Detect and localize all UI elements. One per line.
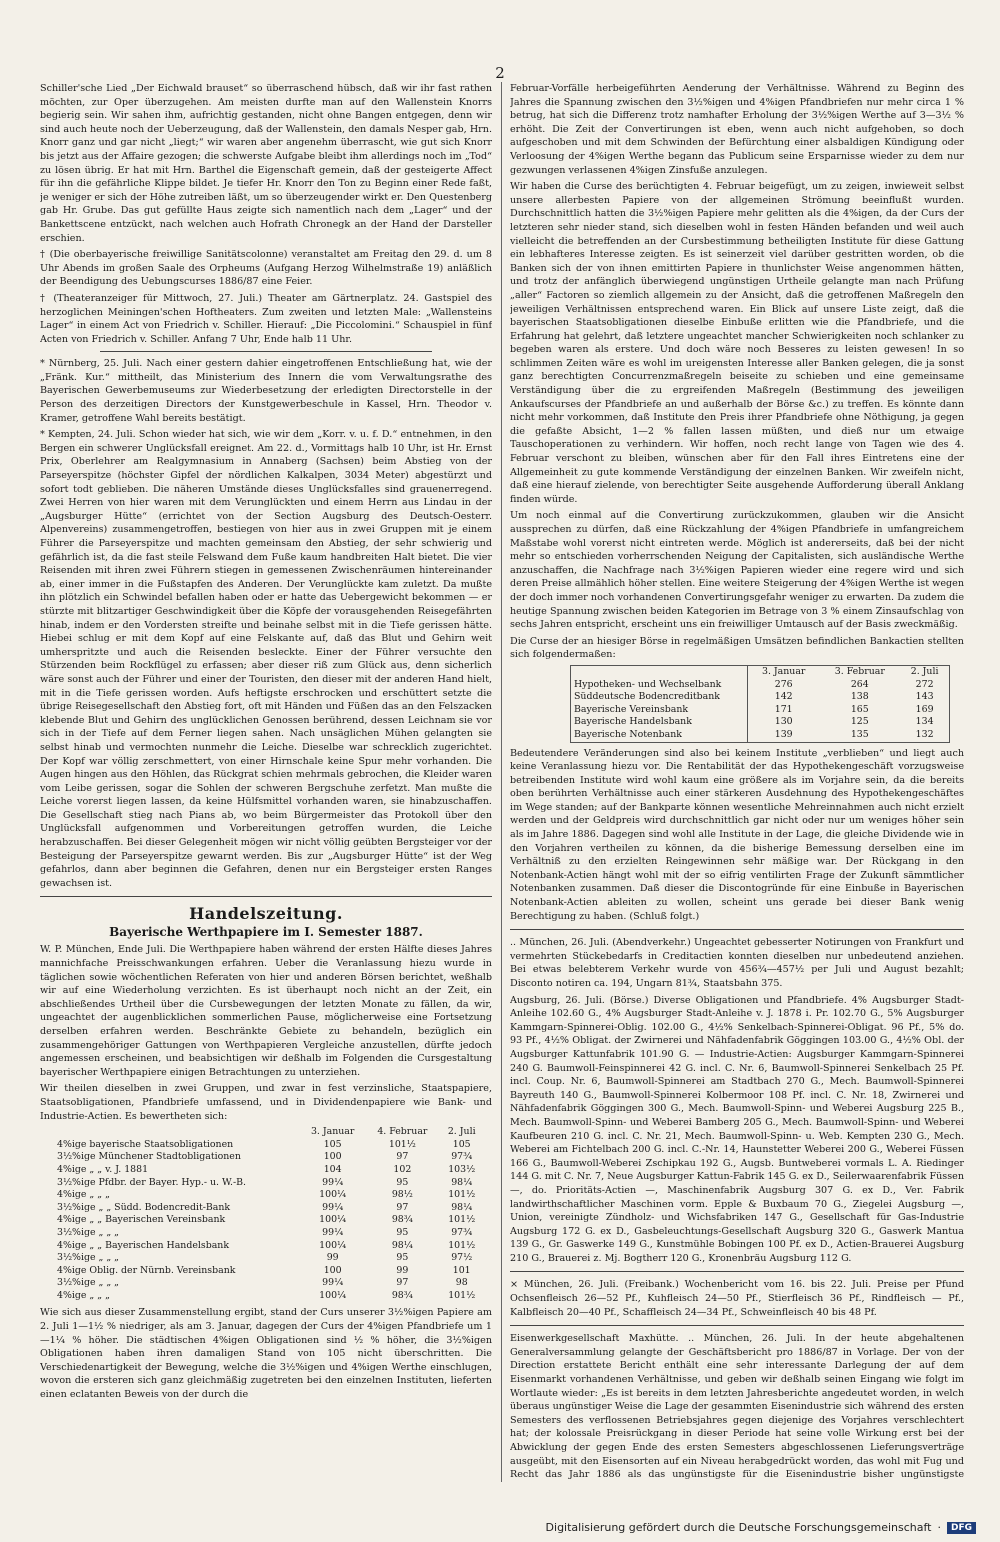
article-paragraph: Bedeutendere Veränderungen sind also bei keinem Institute „verblieben“ und liegt auch keine Veranlassung hiezu vor. Die Rentabilität der das Hypothekengeschäft vorzugsweise betreibenden Institute wird wohl kaum eine größere als im Vorjahre sein, da die bereits oben berührten Verhältnisse auch einer stärkeren Ausdehnung des Hypothekengeschäftes im Wege standen; auf der Bankparte können wesentliche Mehreinnahmen auch nicht erzielt werden und der Geldpreis wird durchschnittlich gar nicht oder nur um weniges höher sein als im Jahre 1886. Dagegen sind wohl alle Institute in der Lage, die gleiche Dividende wie in den Vorjahren vertheilen zu können, da die bisherige Bemessung derselben eine im Verhältniß zu den erzielten Reingewinnen sehr mäßige war. Der Rückgang in den Notenbank-Actien hängt wohl mit der so eifrig ventilirten Frage der Zukunft sämmtlicher Notenbanken zusammen. Daß dieser die Discontogründe für eine Einbuße in Bayerischen Notenbank-Actien ableiten zu wollen, scheint uns gerade bei dieser Bank wenig Berechtigung zu haben. (Schluß folgt.) <box>510 747 964 922</box>
page-number: 2 <box>495 64 505 82</box>
news-paragraph: * Nürnberg, 25. Juli. Nach einer gestern dahier eingetroffenen Entschließung hat, wie der „Fränk. Kur.“ mittheilt, das Ministerium des Innern die vom Verwaltungsrathe des Bayerischen Gewerbemuseums zur Wiederbesetzung der erledigten Directorstelle in der Person des derzeitigen Directors der Kunstgewerbeschule in Kassel, Hrn. Theodor v. Kramer, getroffene Wahl bereits bestätigt. <box>40 358 492 424</box>
price-cell: 135 <box>850 728 869 740</box>
table-header-cell: 2. Juli <box>910 665 939 677</box>
table-header-row <box>571 665 950 678</box>
price-cell: 97 <box>396 1151 409 1163</box>
price-cell: 142 <box>774 691 793 703</box>
security-name-cell: 3½%ige Pfdbr. der Bayer. Hyp.- u. W.-B. <box>57 1176 247 1188</box>
security-name-cell: 3½%ige „ „ Südd. Bodencredit-Bank <box>57 1201 231 1213</box>
price-cell: 98¼ <box>451 1201 473 1213</box>
security-name-cell: 3½%ige Münchener Stadtobligationen <box>57 1151 241 1163</box>
price-cell: 97¾ <box>451 1226 473 1238</box>
price-cell: 272 <box>915 678 934 690</box>
price-cell: 169 <box>915 703 934 715</box>
table-row <box>54 1177 484 1190</box>
price-cell: 165 <box>850 703 869 715</box>
price-cell: 97 <box>396 1277 409 1289</box>
article-paragraph: Die Curse der an hiesiger Börse in regelmäßigen Umsätzen befindlichen Bankactien stellten sich folgendermaßen: <box>510 635 964 661</box>
news-paragraph: * Kempten, 24. Juli. Schon wieder hat sich, wie wir dem „Korr. v. u. f. D.“ entnehmen, in den Bergen ein schwerer Unglücksfall ereignet. Am 22. d., Vormittags halb 10 Uhr, ist Hr. Ernst Prix, Oberlehrer am Realgymnasium in Annaberg (Sachsen) beim Abstieg von der Parseyerspitze (höchster Gipfel der nördlichen Kalkalpen, 3034 Meter) abgestürzt und sofort todt geblieben. Die näheren Umstände dieses Unglücksfalles sind grauenerregend. Zwei Herren von hier waren mit dem Verunglückten und einem Herrn aus Lindau in der „Augsburger Hütte“ (errichtet von der Section Augsburg des Deutsch-Oesterr. Alpenvereins) zusammengetroffen, bestiegen von hier aus in zwei Gruppen mit je einem Führer die Parseyerspitze und machten gemeinsam den Abstieg, der sehr schwierig und gefährlich ist, da die fast steile Felswand dem Fuße kaum handbreiten Halt bietet. Die vier Reisenden mit ihren zwei Führern stiegen in gemessenen Zwischenräumen hintereinander ab, einer immer in die Fußstapfen des Anderen. Der Verunglückte kam zuletzt. Da mußte ihn plötzlich ein Schwindel befallen haben oder er hatte das Uebergewicht bekommen — er stürzte mit blitzartiger Geschwindigkeit über die Köpfe der vorausgehenden Reisegefährten hinab, indem er den Vordersten streifte und beinahe selbst mit in die Tiefe gerissen hätte. Hiebei schlug er mit dem Kopf auf eine Felskante auf, daß das Blut und Gehirn weit umherspritzte und auch die Reisenden besleckte. Einer der Führer versuchte den Stürzenden beim Rockflügel zu erfassen; aber dieser riß zum Glück aus, denn sicherlich wäre sonst auch der Führer und einer der Touristen, den dieser mit der anderen Hand hielt, mit in die Tiefe gerissen worden. Aufs heftigste erschrocken und erschüttert setzte die übrige Reisegesellschaft den Abstieg fort, oft mit Händen und Füßen das an den Felszacken klebende Blut und Gehirn des unglücklichen Genossen berührend, dessen Leichnam sie vor sich in der Tiefe auf dem Ferner liegen sahen. Nach unsäglichen Mühen gelangten sie selbst hinab und vermochten nunmehr die Leiche. Dieselbe war schrecklich zugerichtet. Der Kopf war völlig zerschmettert, von einer Hirnschale keine Spur mehr vorhanden. Die Augen hingen aus den Höhlen, das Rückgrat schien mehrmals gebrochen, die Kleider waren vom Leibe gerissen, sogar die Sohlen der schweren Bergschuhe zerfetzt. Man mußte die Leiche vorerst liegen lassen, da keine Hülfsmittel vorhanden waren, sie hinabzuschaffen. Die Gesellschaft stieg nach Pians ab, wo beim Bürgermeister das Protokoll über den Unglücksfall aufgenommen und Vorbereitungen getroffen wurden, die Leiche herabzuschaffen. Bei dieser Gelegenheit mögen wir nicht völlig geübten Bergsteiger vor der Besteigung der Parseyerspitze gewarnt werden. Bis zur „Augsburger Hütte“ ist der Weg gefahrlos, dann aber beginnen die Gefahren, denen nur ein Bergsteiger ersten Ranges gewachsen ist. <box>40 429 492 889</box>
bank-shares-table <box>570 665 950 743</box>
left-column <box>40 82 492 1482</box>
price-cell: 95 <box>396 1226 409 1238</box>
separator-rule <box>100 351 432 352</box>
price-cell: 101½ <box>448 1239 476 1251</box>
table-row <box>54 1164 484 1177</box>
price-cell: 99 <box>326 1252 339 1264</box>
table-header-cell: 3. Januar <box>310 1126 355 1138</box>
table-row <box>54 1277 484 1290</box>
price-cell: 98 <box>455 1277 468 1289</box>
table-header-cell: 2. Juli <box>447 1126 476 1138</box>
security-name-cell: 4%ige „ „ „ <box>57 1289 110 1301</box>
price-cell: 98½ <box>391 1189 413 1201</box>
dfg-logo: DFG <box>947 1522 976 1534</box>
table-row <box>54 1202 484 1215</box>
price-cell: 132 <box>915 728 934 740</box>
price-cell: 99 <box>396 1264 409 1276</box>
table-body <box>571 679 950 742</box>
table-row <box>571 691 950 704</box>
table-header-cell <box>54 1126 300 1139</box>
table-row <box>54 1189 484 1202</box>
security-name-cell: 3½%ige „ „ „ <box>57 1226 120 1238</box>
security-name-cell: 4%ige „ „ v. J. 1881 <box>57 1163 149 1175</box>
security-name-cell: Hypotheken- und Wechselbank <box>571 679 748 692</box>
column-divider <box>501 82 502 1482</box>
market-report: × München, 26. Juli. (Freibank.) Wochenbericht vom 16. bis 22. Juli. Preise per Pfund Ochsenfleisch 26—52 Pf., Kuhfleisch 24—50 Pf., Stierfleisch 36 Pf., Rindfleisch — Pf., Kalbfleisch 20—40 Pf., Schaffleisch 24—34 Pf., Schweinfleisch 40 bis 48 Pf. <box>510 1279 964 1318</box>
table-row <box>54 1290 484 1303</box>
security-name-cell: 3½%ige „ „ „ <box>57 1252 120 1264</box>
table-header-cell: 3. Februar <box>834 665 885 677</box>
price-cell: 95 <box>396 1176 409 1188</box>
price-cell: 103½ <box>448 1163 476 1175</box>
table-row <box>54 1252 484 1265</box>
price-cell: 100¼ <box>319 1214 347 1226</box>
separator-rule <box>40 896 492 897</box>
article-paragraph: Wie sich aus dieser Zusammenstellung ergibt, stand der Curs unserer 3½%igen Papiere am 2. Juli 1—1½ % niedriger, als am 3. Januar, dagegen der Curs der 4%igen Pfandbriefe um 1—1¼ % höher. Die städtischen 4%igen Obligationen sind ½ % höher, die 3½%igen Obligationen haben ihren damaligen Stand von 105 nicht überschritten. Die Verschiedenartigkeit der Bewegung, welche die 3½%igen und 4%igen Werthe einschlugen, wovon die ersteren sich ganz gleichmäßig zugetreten bei den einzelnen Instituten, lieferten einen eclatanten Beweis von der durch die <box>40 1307 492 1401</box>
price-cell: 102 <box>393 1163 412 1175</box>
price-cell: 97 <box>396 1201 409 1213</box>
separator-rule <box>510 1325 964 1326</box>
security-name-cell: 4%ige „ „ „ <box>57 1189 110 1201</box>
article-paragraph: Um noch einmal auf die Convertirung zurückzukommen, glauben wir die Ansicht aussprechen zu dürfen, daß eine Rückzahlung der 4%igen Pfandbriefe in umfangreichem Maßstabe wohl vorerst nicht eintreten werde. Möglich ist andererseits, daß bei der nicht mehr so entschieden vorherrschenden Neigung der Capitalisten, sich ausländische Werthe anzuschaffen, die Nachfrage nach 3½%igen Papieren wieder eine regere wird und sich deren Preise allmählich höher stellen. Eine weitere Steigerung der 4%igen Werthe ist wegen der doch immer noch vorhandenen Convertirungsgefahr weniger zu erwarten. Da zudem die heutige Spannung zwischen beiden Kategorien im Betrage von 3 % einem Zinsaufschlag von sechs Jahren entspricht, erscheint uns ein freiwilliger Umtausch auf der Basis zweckmäßig. <box>510 510 964 631</box>
price-cell: 101½ <box>448 1189 476 1201</box>
table-row <box>54 1214 484 1227</box>
table-row <box>571 716 950 729</box>
security-name-cell: 4%ige bayerische Staatsobligationen <box>57 1138 234 1150</box>
table-header-row <box>54 1126 484 1139</box>
price-cell: 99¼ <box>322 1201 344 1213</box>
table-row <box>54 1240 484 1253</box>
price-cell: 100 <box>323 1151 342 1163</box>
price-cell: 101½ <box>448 1214 476 1226</box>
section-title: Handelszeitung. <box>189 904 343 924</box>
price-cell: 98¾ <box>391 1214 413 1226</box>
article-paragraph: Wir theilen dieselben in zwei Gruppen, und zwar in fest verzinsliche, Staatspapiere, Staatsobligationen, Pfandbriefe umfassend, und in Dividendenpapiere wie Bank- und Industrie-Actien. Es bewertheten sich: <box>40 1083 492 1122</box>
price-cell: 125 <box>850 716 869 728</box>
table-row <box>54 1151 484 1164</box>
table-header-cell: 3. Januar <box>762 665 806 677</box>
security-name-cell: 4%ige „ „ Bayerischen Vereinsbank <box>57 1214 226 1226</box>
price-cell: 100 <box>323 1264 342 1276</box>
price-cell: 100¼ <box>319 1289 347 1301</box>
price-cell: 143 <box>915 691 934 703</box>
security-name-cell: Bayerische Handelsbank <box>571 716 748 729</box>
security-name-cell: Süddeutsche Bodencreditbank <box>571 691 748 704</box>
table-row <box>54 1227 484 1240</box>
price-cell: 98¼ <box>451 1176 473 1188</box>
price-cell: 134 <box>915 716 934 728</box>
company-report: Eisenwerkgesellschaft Maxhütte. .. München, 26. Juli. In der heute abgehaltenen Generalversammlung gelangte der Geschäftsbericht pro 1886/87 in Vorlage. Der von der Direction erstattete Bericht enthält eine sehr interessante Darlegung der auf dem Eisenmarkt vorhandenen Verhältnisse, und geben wir deßhalb seinen Eingang wie folgt im Wortlaute wieder: „Es ist bereits in dem letzten Jahresberichte angedeutet worden, in welch überaus ungünstiger Weise die Lage der gesammten Eisenindustrie sich während des ersten Semesters des verflossenen Betriebsjahres gegen diejenige des Vorjahres verschlechtert hat; der kolossale Preisrückgang in dieser Periode hat seine volle Wirkung erst bei der Abwicklung der gegen Ende des ersten Semesters abgeschlossenen Lieferungsverträge ausgeübt, mit den Eisensorten auf ein Niveau herabgedrückt worden, das wohl mit Fug und Recht das Jahr 1886 als das ungünstigste für die Eisenindustrie bisher ungünstigste <box>510 1333 964 1481</box>
price-cell: 95 <box>396 1252 409 1264</box>
notice-paragraph: † (Theateranzeiger für Mittwoch, 27. Juli.) Theater am Gärtnerplatz. 24. Gastspiel des herzoglichen Meiningen'schen Hoftheaters. Zum zweiten und letzten Male: „Wallensteins Lager“ in einem Act von Friedrich v. Schiller. Hierauf: „Die Piccolomini.“ Schauspiel in fünf Acten von Friedrich v. Schiller. Anfang 7 Uhr, Ende halb 11 Uhr. <box>40 292 492 345</box>
securities-table <box>54 1126 484 1302</box>
table-row <box>571 729 950 742</box>
price-cell: 101½ <box>388 1138 416 1150</box>
table-row <box>571 704 950 717</box>
article-paragraph: W. P. München, Ende Juli. Die Werthpapiere haben während der ersten Hälfte dieses Jahres mannichfache Preisschwankungen erfahren. Ueber die Veranlassung hiezu wurde in täglichen sowie wöchentlichen Referaten von hier und anderen Börsen berichtet, weßhalb wir auf eine Wiederholung verzichten. Es ist überhaupt noch nicht an der Zeit, ein abschließendes Urtheil über die Cursbewegungen der letzten Monate zu fällen, da wir, ungeachtet der augenblicklichen sommerlichen Pause, möglicherweise eine Fortsetzung derselben erfahren werden. Beschränkte Gebiete zu behandeln, bezüglich ein zusammengehöriger Gattungen von Werthpapieren Vergleiche anzustellen, dürfte jedoch angemessen erscheinen, und beabsichtigen wir deßhalb im Folgenden die Cursgestaltung bayerischer Werthpapiere einigen Betrachtungen zu unterziehen. <box>40 944 492 1078</box>
price-cell: 104 <box>323 1163 342 1175</box>
price-cell: 276 <box>774 678 793 690</box>
price-cell: 139 <box>774 728 793 740</box>
security-name-cell: Bayerische Vereinsbank <box>571 704 748 717</box>
price-cell: 105 <box>452 1138 471 1150</box>
price-cell: 101 <box>452 1264 471 1276</box>
article-subhead: Bayerische Werthpapiere im I. Semester 1887. <box>109 925 423 940</box>
price-cell: 97¾ <box>451 1151 473 1163</box>
footer-credit: Digitalisierung gefördert durch die Deutsche Forschungsgemeinschaft <box>545 1521 932 1534</box>
price-cell: 171 <box>774 703 793 715</box>
separator-rule <box>510 929 964 930</box>
table-row <box>571 679 950 692</box>
price-cell: 130 <box>774 716 793 728</box>
security-name-cell: 4%ige Oblig. der Nürnb. Vereinsbank <box>57 1264 236 1276</box>
security-name-cell: 3½%ige „ „ „ <box>57 1277 120 1289</box>
market-report: .. München, 26. Juli. (Abendverkehr.) Ungeachtet gebesserter Notirungen von Frankfurt und vermehrten Stückebedarfs in Creditactien konnten dieselben nur unbedeutend anziehen. Bei etwas belebterem Verkehr wurde von 456¾—457½ per Juli und August bezahlt; Disconto notiren ca. 194, Ungarn 81¾, Staatsbahn 375. <box>510 937 964 989</box>
article-paragraph: Wir haben die Curse des berüchtigten 4. Februar beigefügt, um zu zeigen, inwieweit selbst unsere allerbesten Papiere von der allgemeinen Strömung beeinflußt wurden. Durchschnittlich hatten die 3½%igen Papiere mehr gelitten als die 4%igen, da der Curs der letzteren sehr nieder stand, sich dieselben wohl in festen Händen befanden und weil auch vielleicht die betreffenden an der Cursbestimmung betheiligten Institute für diese Gattung ein lebhafteres Interesse zeigten. Es ist seinerzeit viel darüber gestritten worden, ob die Banken sich der von ihnen emittirten Papiere in thunlichster Weise angenommen hätten, und trotz der anfänglich überwiegend ungünstigen Urtheile gelangte man nach Prüfung „aller“ Factoren so ziemlich allgemein zu der Ansicht, daß die getroffenen Maßregeln den jeweiligen Verhältnissen entsprechend waren. Ein Blick auf unsere Liste zeigt, daß die bayerischen Staatsobligationen dieselbe Einbuße erlitten wie die Pfandbriefe, und die Erfahrung hat gelehrt, daß letztere ungeachtet mancher Schwierigkeiten noch schlanker zu begeben waren als erstere. Und doch wäre noch Besseres zu leisten gewesen! In so schlimmen Zeiten wäre es wohl im ureigensten Interesse aller Banken gelegen, die ja sonst ganz berechtigten Concurrenzmaßregeln beiseite zu schieben und eine gemeinsame Verständigung über die zu ergreifenden Maßregeln (Bestimmung des jeweiligen Ankaufscurses der Pfandbriefe an und außerhalb der Börse &c.) zu treffen. Es könnte dann nicht mehr vorkommen, daß Institute den Preis ihrer Pfandbriefe ohne Nöthigung, ja gegen die gefaßte Absicht, 1—2 % fallen lassen müßten, und dieß nur um etwaige Tauschoperationen zu verhindern. Wir hoffen, noch recht lange von Tagen wie des 4. Februar verschont zu bleiben, wünschen aber für den Fall ihres Eintretens eine der Allgemeinheit zu gute kommende Verständigung der einzelnen Banken. Wir zweifeln nicht, daß eine hierauf zielende, von berechtigter Seite ausgehende Aufforderung überall Anklang finden würde. <box>510 181 964 505</box>
table-header-cell <box>571 665 748 678</box>
price-cell: 100¼ <box>319 1239 347 1251</box>
separator-rule <box>510 1271 964 1272</box>
market-report: Augsburg, 26. Juli. (Börse.) Diverse Obligationen und Pfandbriefe. 4% Augsburger Stadt-Anleihe 102.60 G., 4% Augsburger Stadt-Anleihe v. J. 1878 i. Pr. 102.70 G., 5% Augsburger Kammgarn-Spinnerei-Oblig. 102.00 G., 4½% Senkelbach-Spinnerei-Obligat. 96 Pf., 5% do. 93 Pf., 4½% Obligat. der Zwirnerei und Nähfadenfabrik Göggingen 103.00 G., 4½% Obl. der Augsburger Kattunfabrik 101.90 G. — Industrie-Actien: Augsburger Kammgarn-Spinnerei 240 G. Baumwoll-Feinspinnerei 42 G. incl. C. Nr. 6, Baumwoll-Spinnerei Senkelbach 25 Pf. incl. Coup. Nr. 6, Baumwoll-Spinnerei am Stadtbach 270 G., Mech. Baumwoll-Spinnerei Bayreuth 140 G., Baumwoll-Spinnerei Kolbermoor 108 Pf. incl. C. Nr. 18, Zwirnerei und Nähfadenfabrik Göggingen 300 G., Mech. Baumwoll-Spinn- und Weberei Augsburg 225 B., Mech. Baumwoll-Spinn- und Weberei Bamberg 205 G., Mech. Baumwoll-Spinn- und Weberei Kaufbeuren 210 G. incl. C. Nr. 21, Mech. Baumwoll-Spinn- u. Web. Kempten 230 G., Mech. Weberei am Fichtelbach 200 G. incl. C.-Nr. 14, Haunstetter Weberei 200 G., Weberei Füssen 166 G., Baumwoll-Weberei Zschipkau 192 G., Augsb. Buntweberei vormals L. A. Riedinger 144 G. mit C. Nr. 7, Neue Augsburger Kattun-Fabrik 145 G. ex D., Seilerwaarenfabrik Füssen —, do. Prioritäts-Actien —, Maschinenfabrik Augsburg 307 G. ex D., Ver. Fabrik landwirthschaftlicher Maschinen vorm. Epple & Buxbaum 70 G., Ziegelei Augsburg —, Union, vereinigte Zündholz- und Wichsfabriken 147 G., Gesellschaft für Gas-Industrie Augsburg 172 G. ex D., Gasbeleuchtungs-Gesellschaft Augsburg 320 G., Gaswerk Mantua 139 G., Gr. Gaswerke 149 G., Kunstmühle Bobingen 100 Pf. ex D., Actien-Brauerei Augsburg 210 G., Brauerei z. Mj. Bogtherr 120 G., Kronenbräu Augsburg 112 G. <box>510 994 964 1264</box>
price-cell: 99¼ <box>322 1226 344 1238</box>
table-row <box>54 1265 484 1278</box>
footer <box>546 1521 976 1534</box>
notice-paragraph: † (Die oberbayerische freiwillige Sanitätscolonne) veranstaltet am Freitag den 29. d. um 8 Uhr Abends im großen Saale des Orpheums (Aufgang Herzog Wilhelmstraße 19) anläßlich der Beendigung des Uebungscurses 1886/87 eine Feier. <box>40 249 492 288</box>
price-cell: 105 <box>323 1138 342 1150</box>
price-cell: 98¾ <box>391 1289 413 1301</box>
price-cell: 99¼ <box>322 1176 344 1188</box>
security-name-cell: Bayerische Notenbank <box>571 729 748 742</box>
price-cell: 264 <box>850 678 869 690</box>
price-cell: 98¼ <box>391 1239 413 1251</box>
price-cell: 99¼ <box>322 1277 344 1289</box>
table-row <box>54 1139 484 1152</box>
price-cell: 97½ <box>451 1252 473 1264</box>
table-header-cell: 4. Februar <box>377 1126 428 1138</box>
right-column <box>510 82 964 1482</box>
article-paragraph: Februar-Vorfälle herbeigeführten Aenderung der Verhältnisse. Während zu Beginn des Jahres die Spannung zwischen den 3½%igen und 4%igen Pfandbriefen nur mehr circa 1 % betrug, hat sich die Differenz trotz namhafter Erholung der 3½%igen Werthe auf 3—3½ % erhöht. Die Zeit der Convertirungen ist eben, wenn auch nicht aufgehoben, so doch aufgeschoben und mit dem Schwinden der Befürchtung einer alsbaldigen Kündigung oder Verloosung der 4%igen Werthe begann das Publicum seine Ersparnisse wieder zu dem nur gezwungen verlassenen 4%igen Zinsfuße anzulegen. <box>510 83 964 176</box>
security-name-cell: 4%ige „ „ Bayerischen Handelsbank <box>57 1239 230 1251</box>
price-cell: 138 <box>850 691 869 703</box>
price-cell: 100¼ <box>319 1189 347 1201</box>
article-paragraph: Schiller'sche Lied „Der Eichwald brauset“ so überraschend hübsch, daß wir ihr fast rathen möchten, zur Oper überzugehen. Am meisten durfte man auf den Wallenstein Knorrs begierig sein. Wir sahen ihm, aufrichtig gestanden, nicht ohne Bangen entgegen, denn wir sind auch heute noch der Ueberzeugung, daß der Wallenstein, den damals Nesper gab, Hrn. Knorr ganz und gar nicht „liegt;“ wir waren aber angenehm überrascht, wie gut sich Knorr bis jetzt aus der Affaire gezogen; die schwerste Aufgabe bleibt ihm allerdings noch im „Tod“ zu lösen übrig. Er hat mit Hrn. Barthel die Eigenschaft gemein, daß der gesteigerte Affect für ihn die gefährliche Klippe bildet. Je tiefer Hr. Knorr den Ton zu Beginn einer Rede faßt, je weniger er sich der Höhe zutreiben läßt, um so überzeugender wirkt er. Den Questenberg gab Hr. Grube. Das gut gefüllte Haus zeigte sich namentlich nach dem „Lager“ und der Bankettscene entzückt, nach welchen auch Hofrath Chronegk an der Hand der Darsteller erschien. <box>40 83 492 244</box>
price-cell: 101½ <box>448 1289 476 1301</box>
table-body <box>54 1139 484 1303</box>
footer-separator: · <box>937 1521 941 1534</box>
